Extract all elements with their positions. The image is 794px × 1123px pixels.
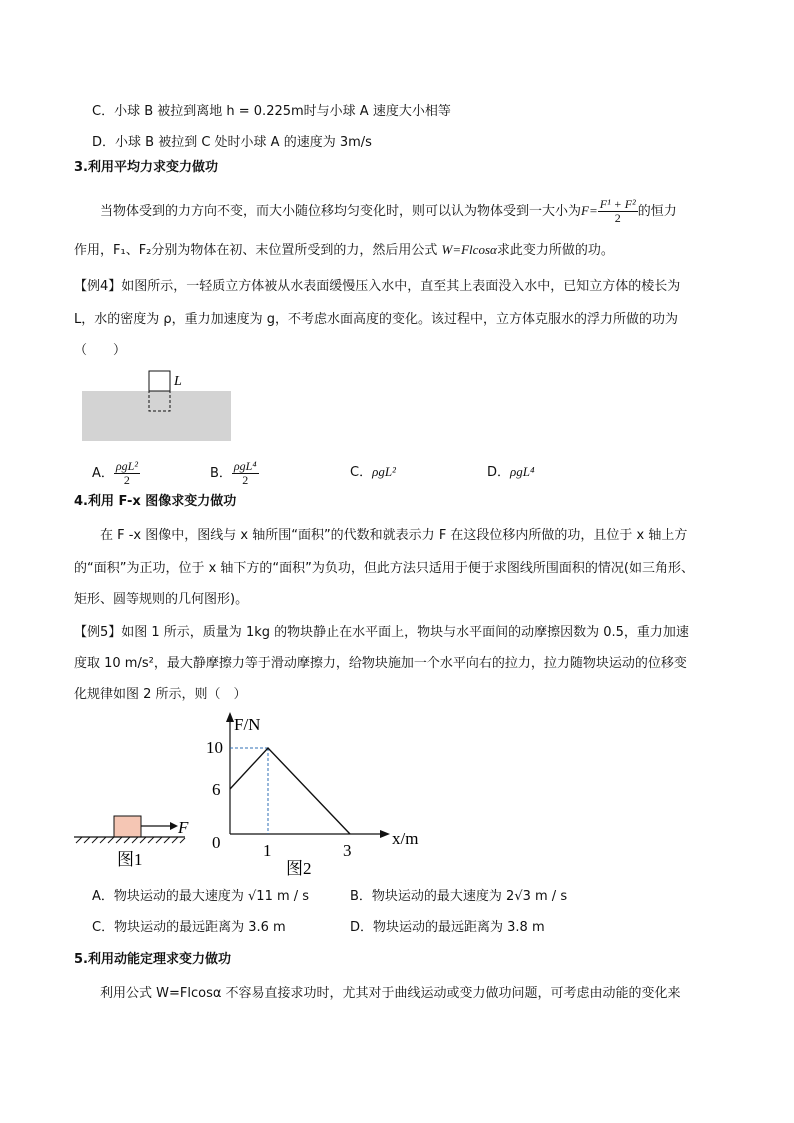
example4-option-a [92,460,140,487]
x-axis-label: x/m [392,829,419,848]
cube-water-figure [80,368,240,444]
section3-para1 [100,198,677,225]
example5-option-c: C．物块运动的最远距离为 3.6 m [92,920,286,935]
example5-option-b: B．物块运动的最大速度为 2√3 m / s [350,889,568,904]
option-c-label: C． [350,465,373,480]
section4-line3: 矩形、圆等规则的几何图形)。 [74,592,249,607]
figure2-graph [200,708,440,880]
example5-option-d: D．物块运动的最远距离为 3.8 m [350,920,545,935]
option-b-label: B． [210,466,232,481]
cube [149,371,170,391]
example4-line1: 【例4】如图所示，一轻质立方体被从水表面缓慢压入水中，直至其上表面没入水中，已知立方体的棱长为 [74,279,681,294]
y-axis-arrow [226,712,234,722]
y-tick-10: 10 [206,738,223,757]
force-arrow-head [170,822,178,830]
x-axis-arrow [380,830,390,838]
section3-para1-b: 的恒力 [637,204,677,219]
option-c-text: ρgL² [372,464,396,479]
example4-option-d [487,463,535,482]
example4-option-c [350,463,396,482]
ground-hatching [76,837,185,843]
force-label: F [178,818,189,837]
figure1 [70,805,200,875]
example4-option-b [210,460,259,487]
example5-option-a: A．物块运动的最大速度为 √11 m / s [92,889,310,904]
water-region [82,391,231,441]
section3-fraction-num: F¹ + F² [599,197,636,211]
section3-para2-a: 作用，F₁、F₂分别为物体在初、末位置所受到的力，然后用公式 [74,243,442,258]
section3-fraction [598,198,638,225]
section3-fraction-den: 2 [614,211,621,225]
option-b-num: ρgL⁴ [233,459,257,473]
y-axis-label: F/N [234,715,261,734]
y-tick-6: 6 [212,780,221,799]
section3-para1-a: 当物体受到的力方向不变，而大小随位移均匀变化时，则可以认为物体受到一大小为 [100,204,582,219]
x-tick-1: 1 [263,841,272,860]
option-a-label: A． [92,466,114,481]
section3-para2 [74,241,614,260]
section4-line1: 在 F -x 图像中，图线与 x 轴所围“面积”的代数和就表示力 F 在这段位移内所做的功，且位于 x 轴上方 [100,528,688,543]
option-a-num: ρgL² [115,459,138,473]
option-c-top: C．小球 B 被拉到离地 h = 0.225m时与小球 A 速度大小相等 [92,104,451,119]
option-d-top: D．小球 B 被拉到 C 处时小球 A 的速度为 3m/s [92,135,372,150]
section5-title: 5.利用动能定理求变力做功 [74,952,231,967]
example5-line1: 【例5】如图 1 所示，质量为 1kg 的物块静止在水平面上，物块与水平面间的动摩擦因数为 0.5，重力加速 [74,625,689,640]
cube-edge-label: L [174,374,182,389]
example5-line3: 化规律如图 2 所示，则（ ） [74,687,247,702]
option-a-fraction [114,460,140,487]
section3-title: 3.利用平均力求变力做功 [74,160,218,175]
section4-line2: 的“面积”为正功，位于 x 轴下方的“面积”为负功，但此方法只适用于便于求图线所围面积的情况(如三角形、 [74,561,694,576]
y-tick-0: 0 [212,833,221,852]
section5-line1: 利用公式 W=Flcosα 不容易直接求功时，尤其对于曲线运动或变力做功问题，可考虑由动能的变化来 [100,986,681,1001]
section4-title: 4.利用 F-x 图像求变力做功 [74,494,237,509]
force-curve [230,748,350,834]
section3-formula-lhs: F= [581,203,598,218]
block [114,816,141,837]
example5-line2: 度取 10 m/s²，最大静摩擦力等于滑动摩擦力，给物块施加一个水平向右的拉力，拉力随物块运动的位移变 [74,656,687,671]
section3-formula: W=Flcosα [441,242,497,257]
figure2-caption: 图2 [286,859,312,878]
example4-line3: （ ） [74,343,127,358]
option-b-fraction [232,460,259,487]
option-b-den: 2 [242,473,249,487]
option-a-den: 2 [123,473,130,487]
option-d-label: D． [487,465,511,480]
x-tick-3: 3 [343,841,352,860]
figure1-caption: 图1 [117,850,143,869]
option-d-text: ρgL⁴ [510,464,535,479]
example4-line2: L，水的密度为 ρ，重力加速度为 g，不考虑水面高度的变化。该过程中，立方体克服水的浮力所做的功为 [74,312,679,327]
section3-para2-b: 求此变力所做的功。 [496,243,614,258]
